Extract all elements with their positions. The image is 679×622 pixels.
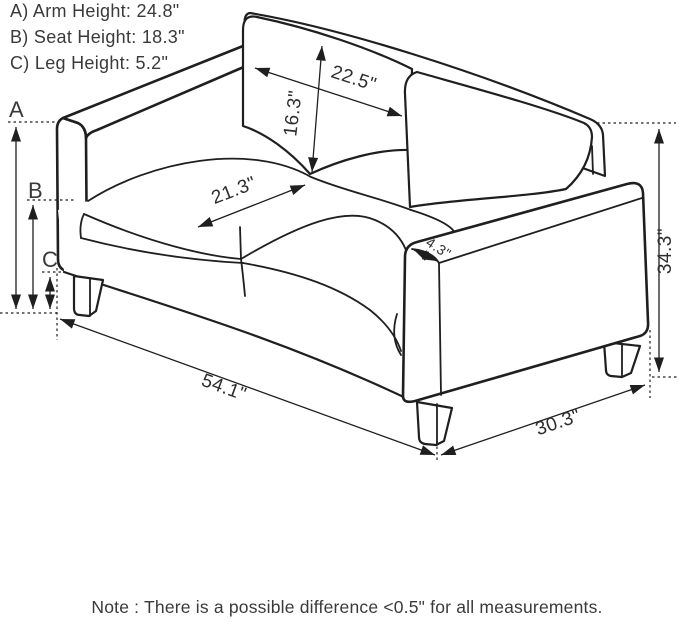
dim-label-arm-thickness: 4.3" [423, 233, 455, 262]
front-right-leg [417, 402, 452, 445]
legend-arm-height: A) Arm Height: 24.8" [10, 1, 180, 21]
dim-label-back-width: 22.5" [328, 61, 379, 96]
marker-label-c: C [42, 247, 58, 272]
marker-label-b: B [28, 178, 43, 203]
marker-label-a: A [9, 97, 24, 122]
front-left-leg [74, 276, 103, 316]
dim-label-seat-depth: 21.3" [208, 172, 260, 209]
cushion-seam-top [240, 227, 241, 259]
back-cushion-right [405, 72, 592, 207]
dim-label-overall-height: 34.3" [655, 227, 676, 275]
dim-label-overall-width: 54.1" [198, 370, 250, 406]
legend-leg-height: C) Leg Height: 5.2" [10, 53, 169, 73]
back-post-edge [592, 146, 593, 174]
note-text: Note : There is a possible difference <0.5" for all measurements. [91, 597, 603, 617]
dim-label-overall-depth: 30.3" [532, 405, 584, 441]
legend [10, 1, 185, 73]
back-cushion-left [243, 17, 412, 174]
legend-seat-height: B) Seat Height: 18.3" [10, 27, 185, 47]
seat-fill [58, 158, 460, 398]
dim-label-back-height: 16.3" [280, 89, 307, 138]
